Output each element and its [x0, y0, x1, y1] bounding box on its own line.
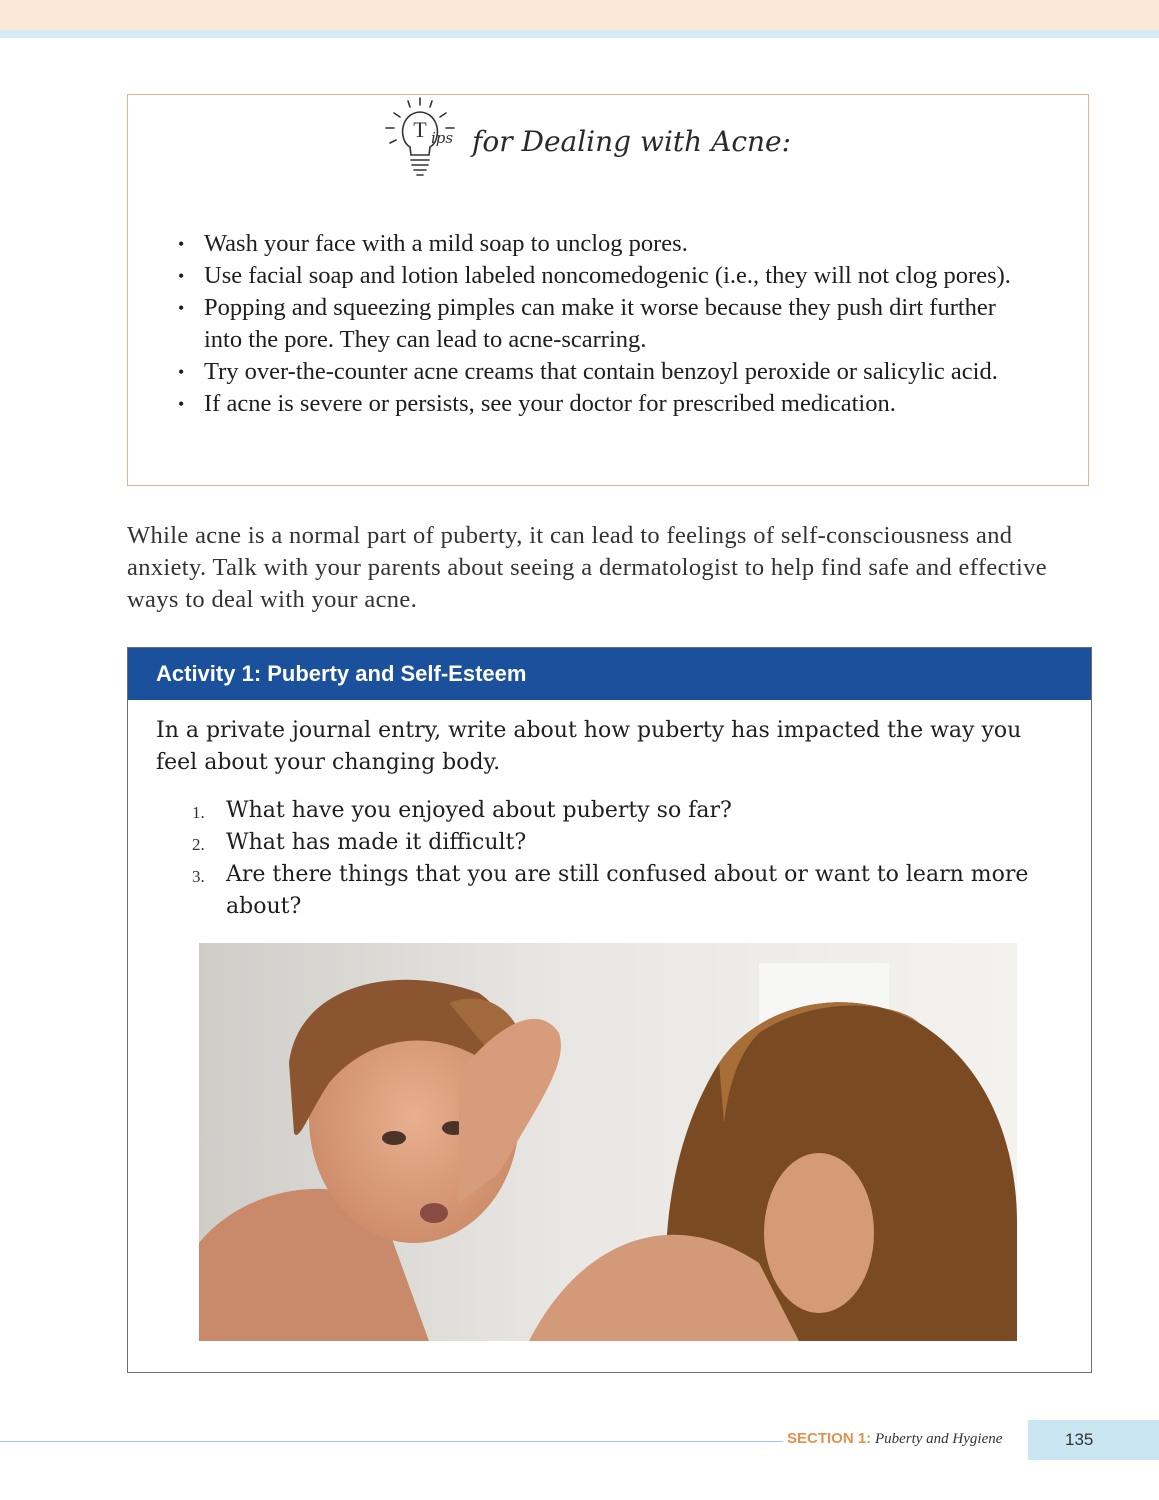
- tips-item-line: into the pore. They can lead to acne-scarring.: [204, 326, 647, 353]
- tips-icon-letter: T: [413, 117, 427, 142]
- activity-question-list: [156, 795, 1066, 923]
- page-number: 135: [1065, 1430, 1094, 1449]
- section-label: SECTION 1:: [787, 1430, 872, 1447]
- question-text: What have you enjoyed about puberty so far?: [226, 798, 732, 823]
- body-paragraph: While acne is a normal part of puberty, it can lead to feelings of self-consciousness and anxiety. Talk with your parents about seeing a dermatologist to help find safe and effective ways to deal with your acne.: [127, 522, 1047, 613]
- tips-box: [127, 94, 1089, 486]
- mirror-photo: [199, 943, 1017, 1341]
- top-color-band: [0, 0, 1159, 30]
- activity-question: [156, 827, 1066, 859]
- page-number-tab: [1028, 1420, 1159, 1460]
- question-text: Are there things that you are still confused about or want to learn more about?: [226, 862, 1029, 919]
- activity-question: [156, 795, 1066, 827]
- question-number: 1.: [192, 803, 205, 822]
- footer-rule: [0, 1441, 783, 1442]
- tips-item: • Try over-the-counter acne creams that contain benzoyl peroxide or salicylic acid.: [176, 356, 1076, 388]
- top-accent-rule: [0, 30, 1159, 38]
- tips-title: for Dealing with Acne:: [472, 125, 792, 158]
- question-number: 2.: [192, 835, 205, 854]
- section-topic: Puberty and Hygiene: [874, 1431, 1003, 1447]
- activity-question: [156, 859, 1066, 923]
- question-number: 3.: [192, 867, 205, 886]
- tips-item: • If acne is severe or persists, see your doctor for prescribed medication.: [176, 388, 1076, 420]
- tips-item: • Wash your face with a mild soap to unclog pores.: [176, 228, 1076, 260]
- tips-item: • Use facial soap and lotion labeled noncomedogenic (i.e., they will not clog pores).: [176, 260, 1076, 292]
- activity-header: [128, 648, 1091, 700]
- tips-list: [176, 228, 1076, 420]
- activity-title: Activity 1: Puberty and Self-Esteem: [156, 661, 527, 686]
- tips-item: [176, 292, 1076, 356]
- tips-item-line: Popping and squeezing pimples can make it worse because they push dirt further: [204, 294, 996, 321]
- footer-section: [787, 1430, 1002, 1448]
- question-text: What has made it difficult?: [226, 830, 527, 855]
- tips-heading: [380, 95, 880, 185]
- activity-intro: In a private journal entry, write about how puberty has impacted the way you feel about your changing body.: [156, 718, 1022, 775]
- tips-icon-word: ips: [431, 129, 454, 147]
